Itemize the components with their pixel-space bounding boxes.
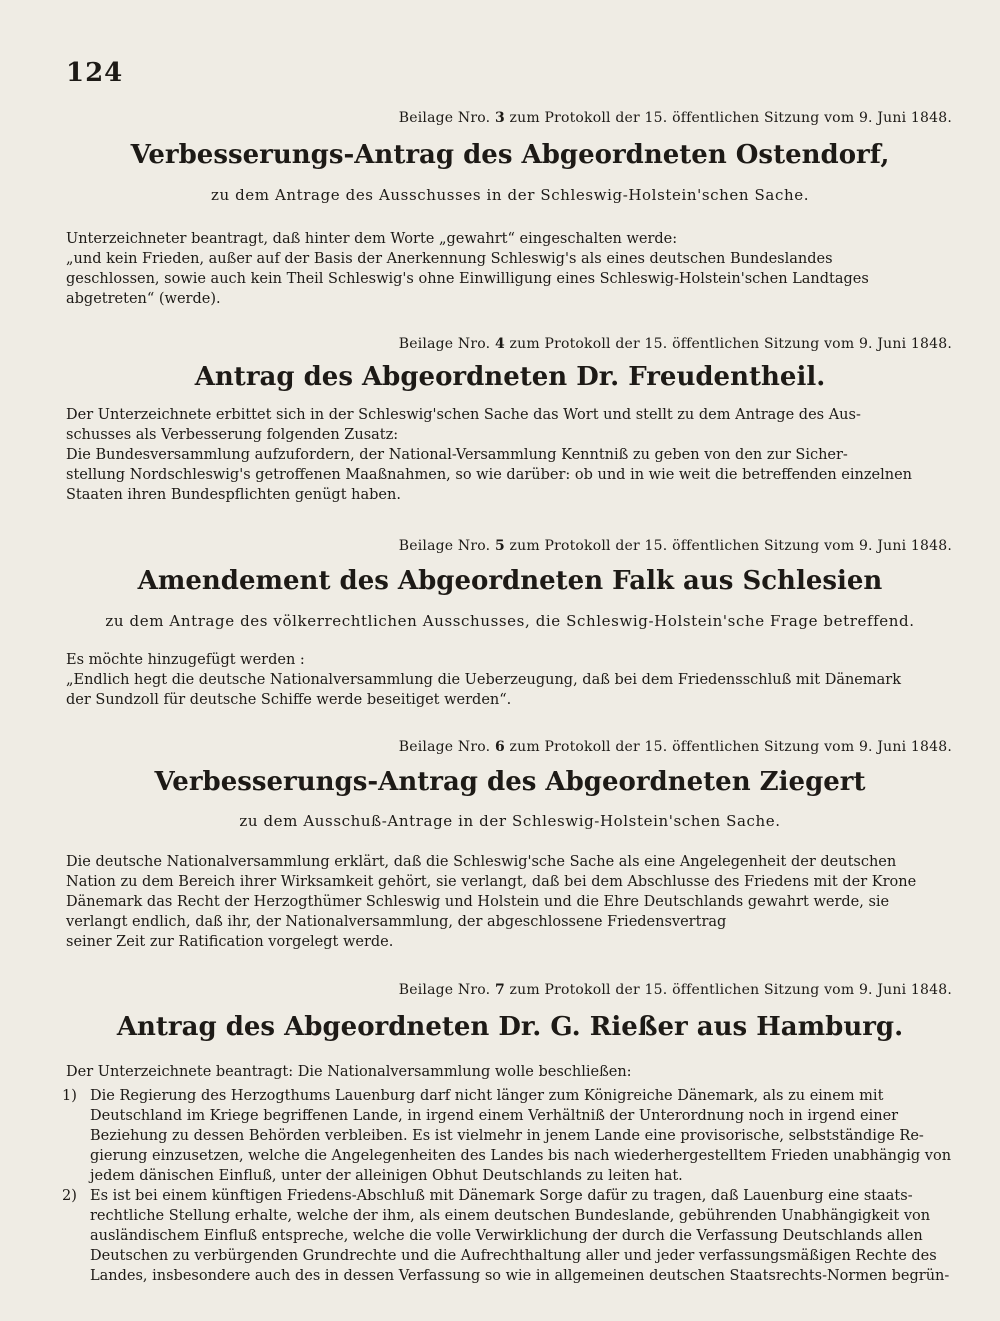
beilage-header-7 bbox=[399, 982, 952, 998]
list-item-number: 2) bbox=[62, 1188, 77, 1204]
beilage-number: 7 bbox=[494, 982, 505, 998]
beilage-prefix: Beilage Nro. bbox=[398, 739, 495, 755]
body-line: stellung Nordschleswig's getroffenen Maaßnahmen, so wie darüber: ob und in wie weit die betreffenden einzelnen bbox=[66, 467, 912, 483]
beilage-header-4 bbox=[399, 336, 952, 352]
section-body-5 bbox=[66, 650, 954, 710]
body-line: Es möchte hinzugefügt werden : bbox=[66, 652, 305, 668]
body-line: Es ist bei einem künftigen Friedens-Abschluß mit Dänemark Sorge dafür zu tragen, daß Lauenburg eine staats- bbox=[90, 1188, 913, 1204]
body-line: Die Bundesversammlung aufzufordern, der National-Versammlung Kenntniß zu geben von den zur Sicher- bbox=[66, 447, 848, 463]
beilage-suffix: zum Protokoll der 15. öffentlichen Sitzung vom 9. Juni 1848. bbox=[504, 739, 952, 755]
body-line: schusses als Verbesserung folgenden Zusatz: bbox=[66, 427, 399, 443]
beilage-header-6 bbox=[399, 739, 952, 755]
list-item-number: 1) bbox=[62, 1088, 77, 1104]
body-line: Deutschen zu verbürgenden Grundrechte und die Aufrechthaltung aller und jeder verfassungsmäßigen Rechte des bbox=[90, 1248, 937, 1264]
section-title-7: Antrag des Abgeordneten Dr. G. Rießer aus Hamburg. bbox=[116, 1012, 904, 1042]
beilage-number: 3 bbox=[494, 110, 505, 126]
body-line: Landes, insbesondere auch des in dessen Verfassung so wie in allgemeinen deutschen Staatsrechts-Normen begrün- bbox=[90, 1268, 950, 1284]
beilage-suffix: zum Protokoll der 15. öffentlichen Sitzung vom 9. Juni 1848. bbox=[504, 336, 952, 352]
list-item-text bbox=[90, 1086, 951, 1186]
body-line: Staaten ihren Bundespflichten genügt haben. bbox=[66, 487, 401, 503]
body-line: Die Regierung des Herzogthums Lauenburg darf nicht länger zum Königreiche Dänemark, als zu einem mit bbox=[90, 1088, 884, 1104]
beilage-number: 5 bbox=[494, 538, 505, 554]
body-line: Der Unterzeichnete erbittet sich in der Schleswig'schen Sache das Wort und stellt zu dem Antrage des Aus- bbox=[66, 407, 861, 423]
body-line: rechtliche Stellung erhalte, welche der ihm, als einem deutschen Bundeslande, gebührenden Unabhängigkeit von bbox=[90, 1208, 931, 1224]
section-title-4: Antrag des Abgeordneten Dr. Freudentheil. bbox=[194, 362, 826, 392]
page-number: 124 bbox=[66, 58, 124, 88]
body-line: Beziehung zu dessen Behörden verbleiben. Es ist vielmehr in jenem Lande eine provisorische, selbstständige Re- bbox=[90, 1128, 924, 1144]
body-line: Deutschland im Kriege begriffenen Lande, in irgend einem Verhältniß der Unterordnung noch in irgend einer bbox=[90, 1108, 899, 1124]
section-subtitle-6: zu dem Ausschuß-Antrage in der Schleswig-Holstein'schen Sache. bbox=[239, 812, 781, 830]
beilage-number: 4 bbox=[494, 336, 505, 352]
body-line: „Endlich hegt die deutsche Nationalversammlung die Ueberzeugung, daß bei dem Friedensschluß mit Dänemark bbox=[66, 672, 901, 688]
beilage-prefix: Beilage Nro. bbox=[398, 982, 495, 998]
body-line: der Sundzoll für deutsche Schiffe werde beseitiget werden“. bbox=[66, 692, 512, 708]
beilage-header-3 bbox=[399, 110, 952, 126]
body-line: Die deutsche Nationalversammlung erklärt, daß die Schleswig'sche Sache als eine Angelegenheit der deutschen bbox=[66, 854, 897, 870]
beilage-header-5 bbox=[399, 538, 952, 554]
section-body-6 bbox=[66, 852, 954, 952]
beilage-prefix: Beilage Nro. bbox=[398, 538, 495, 554]
beilage-prefix: Beilage Nro. bbox=[398, 110, 495, 126]
body-line: abgetreten“ (werde). bbox=[66, 291, 221, 307]
beilage-number: 6 bbox=[494, 739, 505, 755]
body-line: ausländischem Einfluß entspreche, welche die volle Verwirklichung der durch die Verfassung Deutschlands allen bbox=[90, 1228, 923, 1244]
body-line: Dänemark das Recht der Herzogthümer Schleswig und Holstein und die Ehre Deutschlands gewahrt werde, sie bbox=[66, 894, 890, 910]
body-line: gierung einzusetzen, welche die Angelegenheiten des Landes bis nach wiederhergestelltem Frieden unabhängig von bbox=[90, 1148, 952, 1164]
body-line: Nation zu dem Bereich ihrer Wirksamkeit gehört, sie verlangt, daß bei dem Abschlusse des Friedens mit der Krone bbox=[66, 874, 917, 890]
list-item-text bbox=[90, 1186, 949, 1286]
body-line: jedem dänischen Einfluß, unter der alleinigen Obhut Deutschlands zu leiten hat. bbox=[90, 1168, 683, 1184]
body-line: geschlossen, sowie auch kein Theil Schleswig's ohne Einwilligung eines Schleswig-Holstein'schen Landtages bbox=[66, 271, 869, 287]
beilage-suffix: zum Protokoll der 15. öffentlichen Sitzung vom 9. Juni 1848. bbox=[504, 538, 952, 554]
body-line: verlangt endlich, daß ihr, der Nationalversammlung, der abgeschlossene Friedensvertrag bbox=[66, 914, 727, 930]
section-intro-7: Der Unterzeichnete beantragt: Die Nationalversammlung wolle beschließen: bbox=[66, 1064, 632, 1080]
body-line: Unterzeichneter beantragt, daß hinter dem Worte „gewahrt“ eingeschalten werde: bbox=[66, 231, 678, 247]
body-line: „und kein Frieden, außer auf der Basis der Anerkennung Schleswig's als eines deutschen Bundeslandes bbox=[66, 251, 833, 267]
section-title-6: Verbesserungs-Antrag des Abgeordneten Ziegert bbox=[154, 767, 866, 797]
beilage-prefix: Beilage Nro. bbox=[398, 336, 495, 352]
section-body-4 bbox=[66, 405, 954, 505]
body-line: seiner Zeit zur Ratification vorgelegt werde. bbox=[66, 934, 394, 950]
section-body-3 bbox=[66, 229, 954, 309]
beilage-suffix: zum Protokoll der 15. öffentlichen Sitzung vom 9. Juni 1848. bbox=[504, 110, 952, 126]
section-title-5: Amendement des Abgeordneten Falk aus Schlesien bbox=[137, 566, 883, 596]
beilage-suffix: zum Protokoll der 15. öffentlichen Sitzung vom 9. Juni 1848. bbox=[504, 982, 952, 998]
section-subtitle-5: zu dem Antrage des völkerrechtlichen Ausschusses, die Schleswig-Holstein'sche Frage betreffend. bbox=[105, 612, 915, 630]
section-subtitle-3: zu dem Antrage des Ausschusses in der Schleswig-Holstein'schen Sache. bbox=[210, 186, 810, 204]
section-title-3: Verbesserungs-Antrag des Abgeordneten Ostendorf, bbox=[130, 140, 890, 170]
